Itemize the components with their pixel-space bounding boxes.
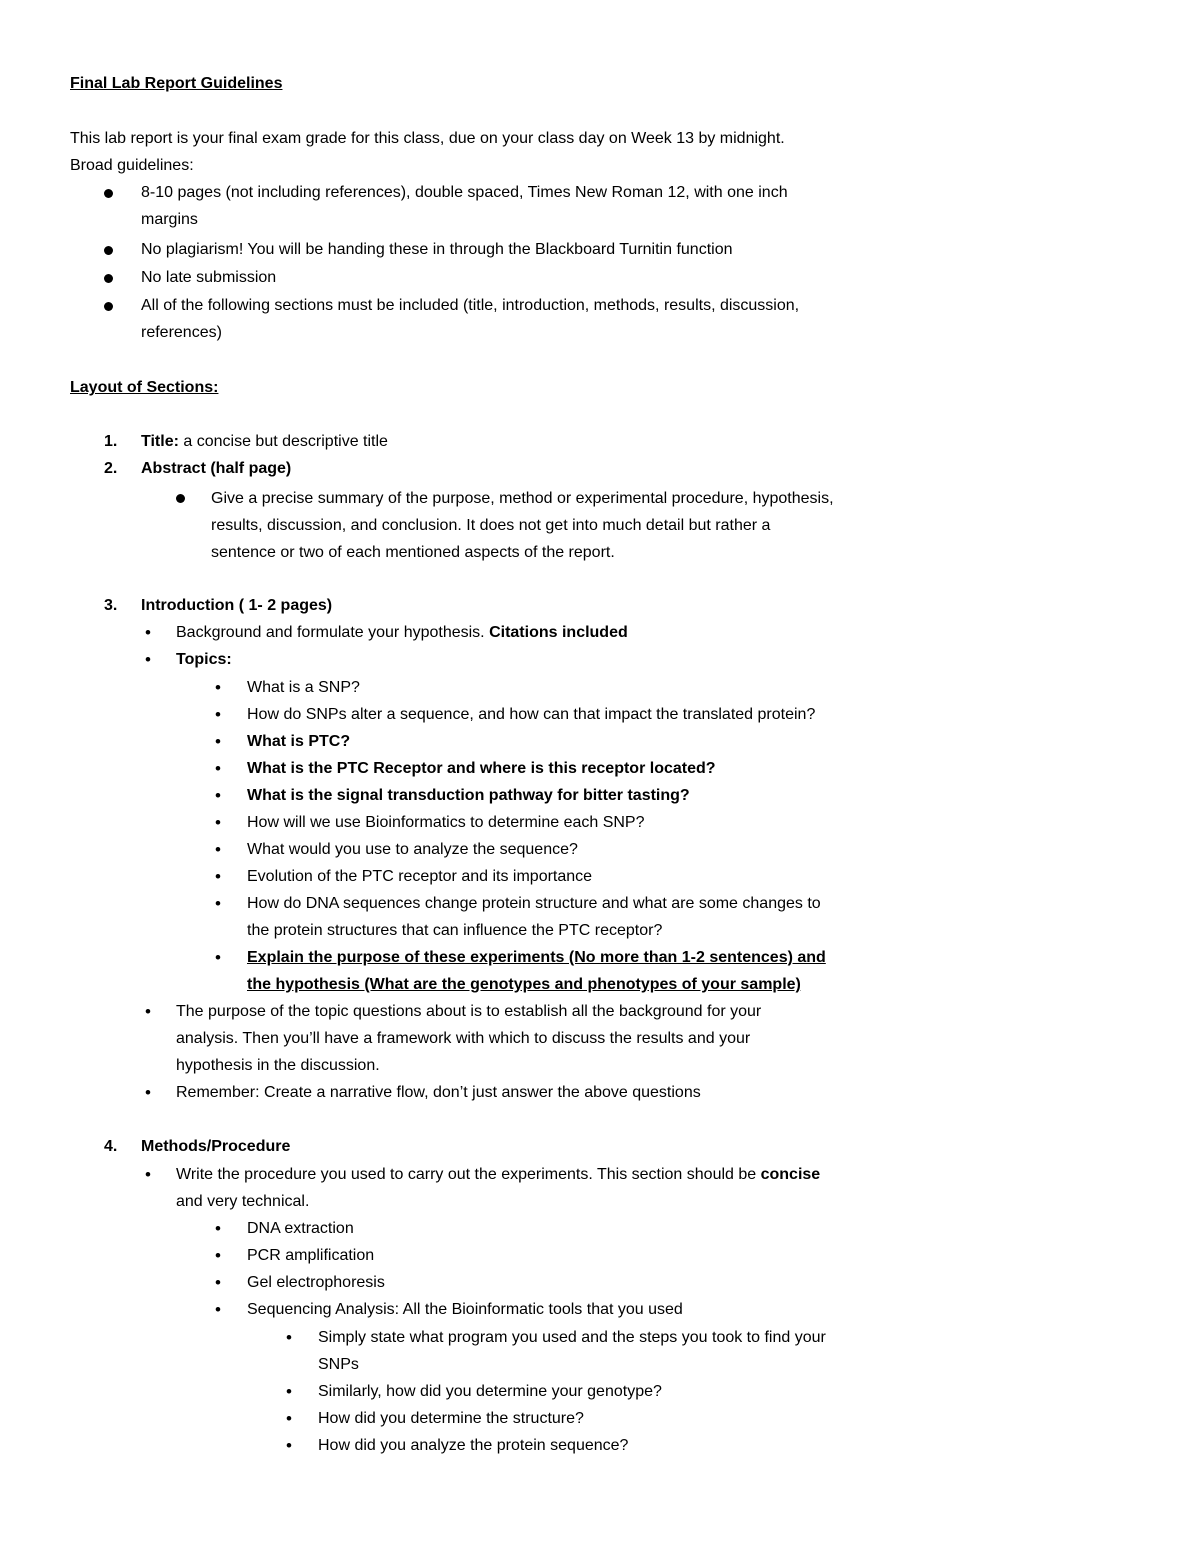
bullet-icon: • <box>215 1219 221 1238</box>
method-step: Sequencing Analysis: All the Bioinformatic tools that you used <box>247 1301 683 1318</box>
method-step: Gel electrophoresis <box>247 1274 385 1291</box>
analysis-question: How did you analyze the protein sequence? <box>318 1437 629 1454</box>
intro-text: Broad guidelines: <box>70 157 194 174</box>
topic-item: What would you use to analyze the sequence? <box>247 841 578 858</box>
topic-item: How do DNA sequences change protein structure and what are some changes to <box>247 895 821 912</box>
bullet-icon: • <box>286 1436 292 1455</box>
abstract-text: Give a precise summary of the purpose, method or experimental procedure, hypothesis, <box>211 490 834 507</box>
section-number: 1. <box>104 433 118 450</box>
bullet-icon: • <box>215 759 221 778</box>
topic-item: How do SNPs alter a sequence, and how can that impact the translated protein? <box>247 706 816 723</box>
bullet-icon: • <box>215 1273 221 1292</box>
topic-item: Evolution of the PTC receptor and its importance <box>247 868 593 885</box>
analysis-question: Simply state what program you used and the steps you took to find your <box>318 1329 826 1346</box>
abstract-text: sentence or two of each mentioned aspects of the report. <box>211 544 615 561</box>
section-label: Abstract (half page) <box>141 460 292 477</box>
section-label: Methods/Procedure <box>141 1138 291 1155</box>
intro-item-bold: Citations included <box>489 624 628 641</box>
topic-item: the protein structures that can influence the PTC receptor? <box>247 922 663 939</box>
intro-item-text: Background and formulate your hypothesis. <box>176 624 490 641</box>
bullet-icon: • <box>215 894 221 913</box>
intro-item <box>176 620 628 646</box>
guideline-item: 8-10 pages (not including references), double spaced, Times New Roman 12, with one inch <box>141 184 788 201</box>
intro-item: Remember: Create a narrative flow, don’t just answer the above questions <box>176 1084 701 1101</box>
section-label: Title: <box>141 433 179 450</box>
bullet-icon <box>176 494 185 503</box>
section-number: 3. <box>104 597 118 614</box>
bullet-icon: • <box>215 867 221 886</box>
section-number: 4. <box>104 1138 118 1155</box>
topic-item: What is the signal transduction pathway for bitter tasting? <box>247 787 690 804</box>
bullet-icon <box>104 274 113 283</box>
bullet-icon: • <box>286 1328 292 1347</box>
methods-item-text: Write the procedure you used to carry out the experiments. This section should be <box>176 1166 761 1183</box>
bullet-icon: • <box>145 650 151 669</box>
bullet-icon: • <box>145 623 151 642</box>
guideline-item: No plagiarism! You will be handing these in through the Blackboard Turnitin function <box>141 241 733 258</box>
topic-item: What is the PTC Receptor and where is this receptor located? <box>247 760 716 777</box>
analysis-question: SNPs <box>318 1356 359 1373</box>
bullet-icon: • <box>145 1165 151 1184</box>
method-step: DNA extraction <box>247 1220 354 1237</box>
bullet-icon: • <box>215 786 221 805</box>
intro-item: analysis. Then you’ll have a framework with which to discuss the results and your <box>176 1030 751 1047</box>
analysis-question: How did you determine the structure? <box>318 1410 584 1427</box>
section-heading: Layout of Sections: <box>70 379 219 396</box>
bullet-icon: • <box>215 840 221 859</box>
bullet-icon: • <box>215 732 221 751</box>
bullet-icon: • <box>286 1409 292 1428</box>
topics-label: Topics: <box>176 651 232 668</box>
methods-item <box>176 1162 820 1188</box>
bullet-icon: • <box>145 1083 151 1102</box>
intro-text: This lab report is your final exam grade for this class, due on your class day on Week 13 by midnight. <box>70 130 785 147</box>
topic-item: the hypothesis (What are the genotypes and phenotypes of your sample) <box>247 976 801 993</box>
bullet-icon <box>104 189 113 198</box>
topic-item: What is PTC? <box>247 733 351 750</box>
bullet-icon: • <box>145 1002 151 1021</box>
document-title: Final Lab Report Guidelines <box>70 75 283 92</box>
topic-item: What is a SNP? <box>247 679 360 696</box>
topic-item: How will we use Bioinformatics to determine each SNP? <box>247 814 645 831</box>
guideline-item: margins <box>141 211 198 228</box>
analysis-question: Similarly, how did you determine your genotype? <box>318 1383 662 1400</box>
bullet-icon: • <box>215 1246 221 1265</box>
bullet-icon: • <box>215 813 221 832</box>
methods-item: and very technical. <box>176 1193 310 1210</box>
intro-item: The purpose of the topic questions about is to establish all the background for your <box>176 1003 762 1020</box>
section-description: a concise but descriptive title <box>178 433 388 450</box>
section-title-item <box>141 429 388 455</box>
guideline-item: references) <box>141 324 222 341</box>
guideline-item: All of the following sections must be included (title, introduction, methods, results, discussion, <box>141 297 800 314</box>
bullet-icon: • <box>215 678 221 697</box>
bullet-icon <box>104 302 113 311</box>
method-step: PCR amplification <box>247 1247 375 1264</box>
section-number: 2. <box>104 460 118 477</box>
bullet-icon: • <box>215 948 221 967</box>
bullet-icon: • <box>215 705 221 724</box>
topic-item: Explain the purpose of these experiments (No more than 1-2 sentences) and <box>247 949 826 966</box>
methods-item-bold: concise <box>760 1166 821 1183</box>
bullet-icon: • <box>215 1300 221 1319</box>
intro-item: hypothesis in the discussion. <box>176 1057 380 1074</box>
section-label: Introduction ( 1- 2 pages) <box>141 597 333 614</box>
guideline-item: No late submission <box>141 269 277 286</box>
abstract-text: results, discussion, and conclusion. It does not get into much detail but rather a <box>211 517 771 534</box>
bullet-icon <box>104 246 113 255</box>
bullet-icon: • <box>286 1382 292 1401</box>
